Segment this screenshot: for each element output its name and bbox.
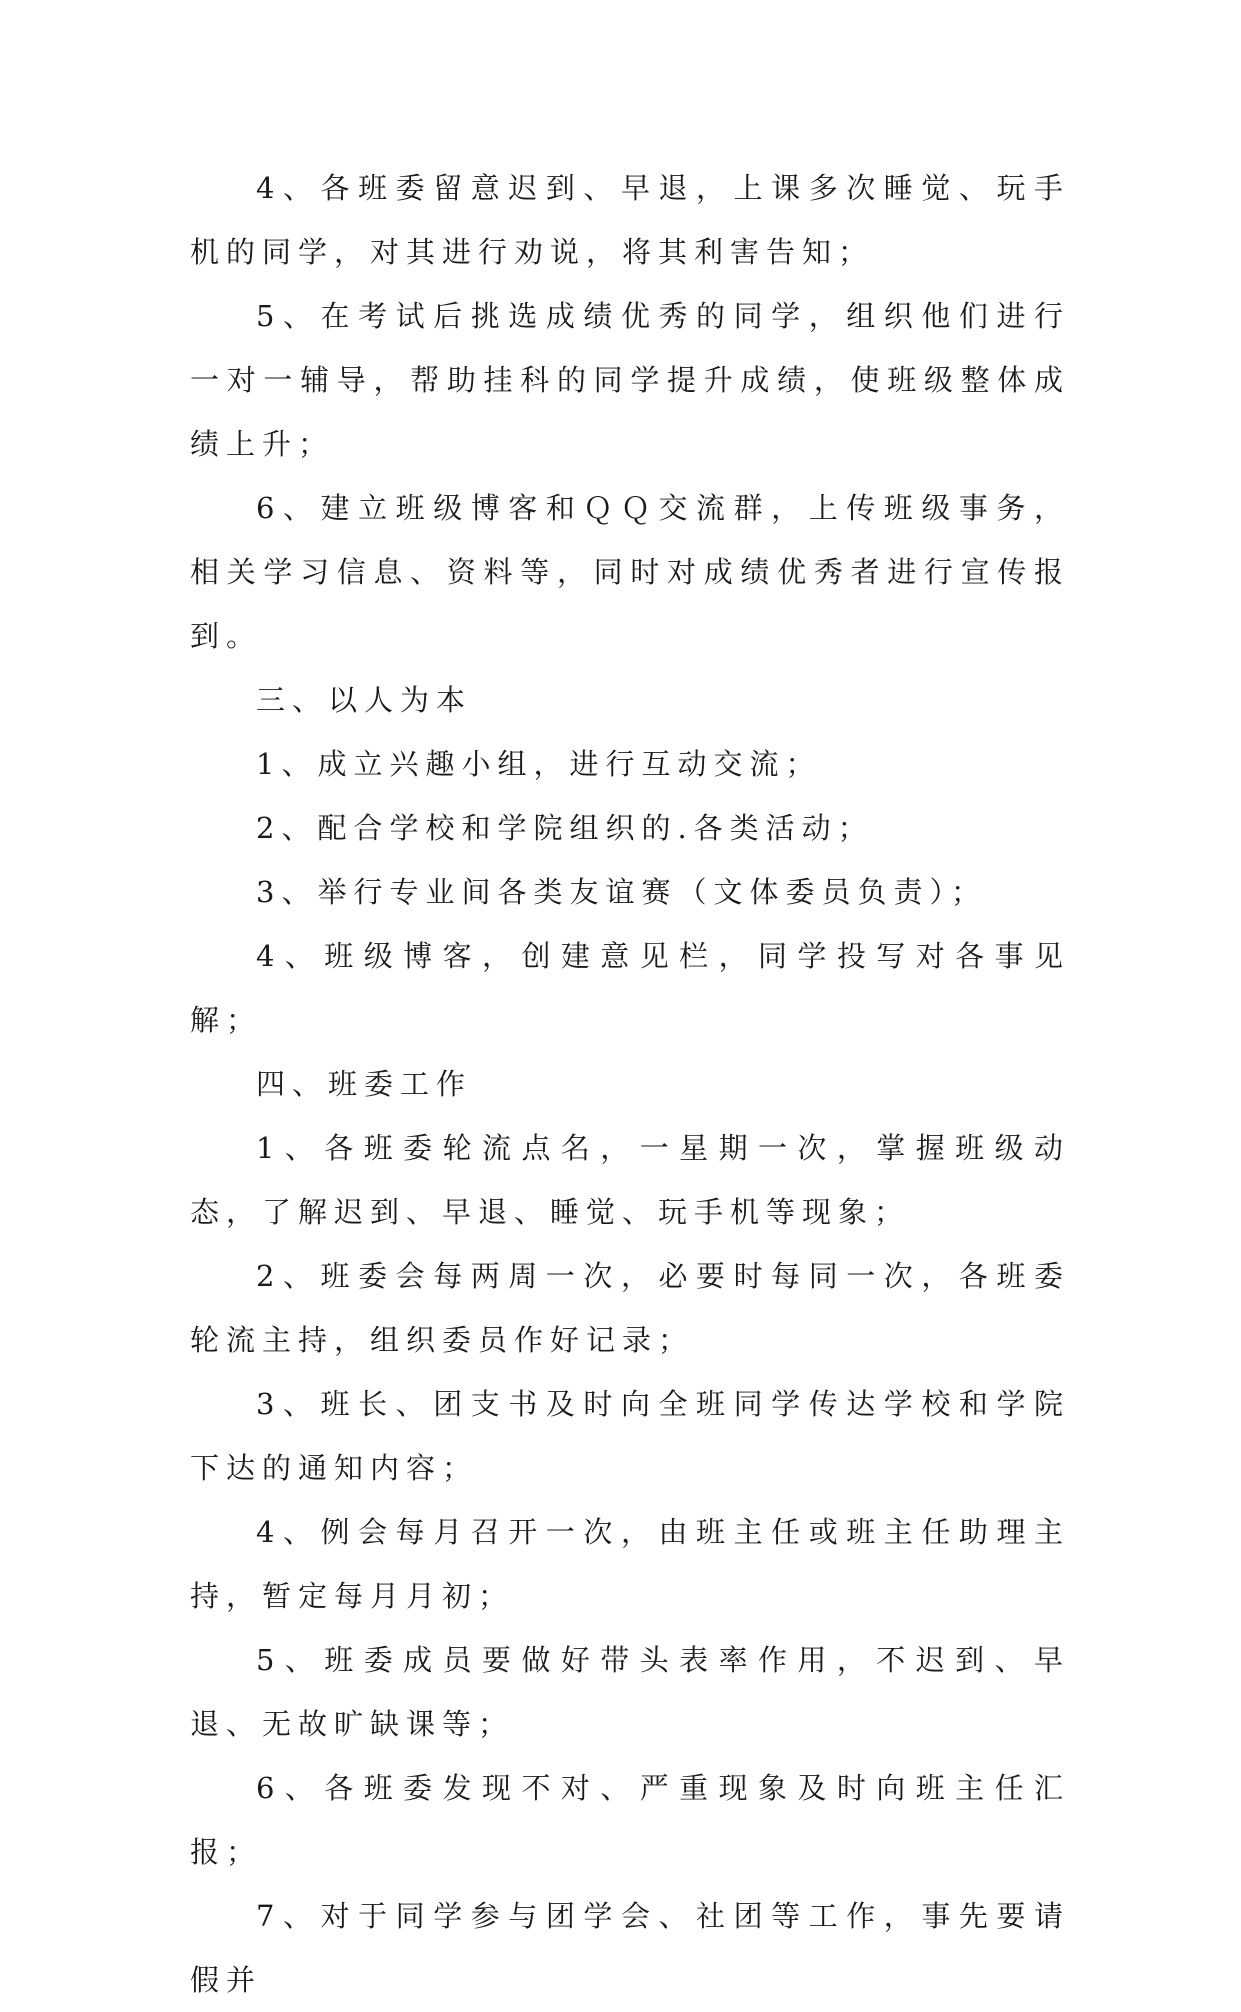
paragraph-item-3-notices: 3、班长、团支书及时向全班同学传达学校和学院下达的通知内容； [190, 1387, 1070, 1485]
paragraph-item-2-activities: 2、配合学校和学院组织的.各类活动； [256, 811, 874, 845]
paragraph-item-4-class-blog: 4、班级博客，创建意见栏，同学投写对各事见解； [190, 939, 1070, 1037]
paragraph-item-1-roll-call: 1、各班委轮流点名，一星期一次，掌握班级动态，了解迟到、早退、睡觉、玩手机等现象； [190, 1131, 1070, 1229]
paragraph-item-2-committee-meeting: 2、班委会每两周一次，必要时每同一次，各班委轮流主持，组织委员作好记录； [190, 1259, 1070, 1357]
paragraph-item-6-report: 6、各班委发现不对、严重现象及时向班主任汇报； [190, 1771, 1070, 1869]
paragraph-item-7-leave-request: 7、对于同学参与团学会、社团等工作，事先要请假并 [190, 1899, 1070, 1997]
paragraph-item-4-attendance: 4、各班委留意迟到、早退，上课多次睡觉、玩手机的同学，对其进行劝说，将其利害告知； [190, 171, 1070, 269]
section-heading-committee-work: 四、班委工作 [256, 1067, 473, 1101]
document-body [190, 156, 1070, 2012]
paragraph-item-6-blog-qq: 6、建立班级博客和ＱＱ交流群，上传班级事务，相关学习信息、资料等，同时对成绩优秀者进行宣传报到。 [190, 491, 1070, 653]
paragraph-item-3-friendly-matches: 3、举行专业间各类友谊赛（文体委员负责）； [256, 875, 987, 909]
paragraph-item-5-tutoring: 5、在考试后挑选成绩优秀的同学，组织他们进行一对一辅导，帮助挂科的同学提升成绩，使班级整体成绩上升； [190, 299, 1070, 461]
paragraph-item-1-interest-groups: 1、成立兴趣小组，进行互动交流； [256, 747, 822, 781]
section-heading-people-oriented: 三、以人为本 [256, 683, 473, 717]
paragraph-item-4-monthly-meeting: 4、例会每月召开一次，由班主任或班主任助理主持，暂定每月月初； [190, 1515, 1070, 1613]
paragraph-item-5-role-model: 5、班委成员要做好带头表率作用，不迟到、早退、无故旷缺课等； [190, 1643, 1070, 1741]
